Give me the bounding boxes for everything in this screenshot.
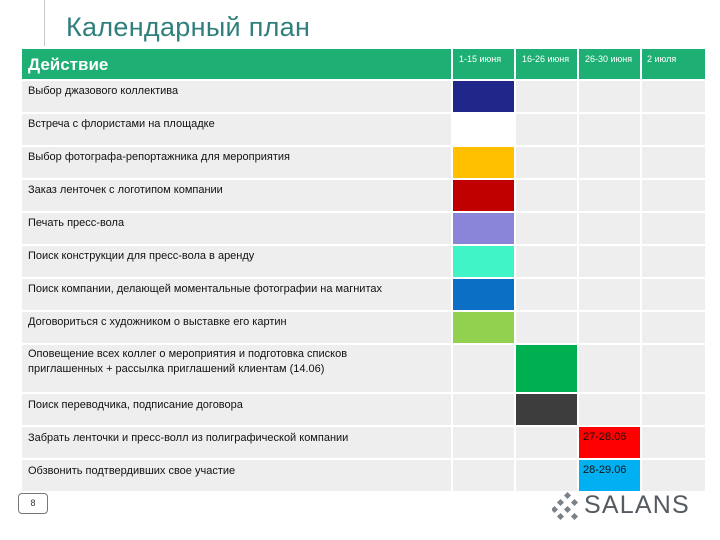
gantt-empty-cell <box>516 312 577 343</box>
gantt-empty-cell <box>579 147 640 178</box>
task-label: Договориться с художником о выставке его картин <box>28 316 287 328</box>
gantt-bar <box>453 312 514 343</box>
gantt-empty-cell <box>579 246 640 277</box>
task-label: Встреча с флористами на площадке <box>28 118 215 130</box>
gantt-empty-cell <box>516 114 577 145</box>
task-label: Выбор фотографа-репортажника для мероприятия <box>28 151 290 163</box>
gantt-empty-cell <box>642 394 705 425</box>
gantt-empty-cell <box>453 460 514 491</box>
gantt-empty-cell <box>516 147 577 178</box>
gantt-empty-cell <box>516 427 577 458</box>
task-label: Забрать ленточки и пресс-волл из полиграфической компании <box>28 432 349 444</box>
gantt-empty-cell <box>642 81 705 112</box>
header-col-1: 1-15 июня <box>459 54 502 64</box>
gantt-empty-cell <box>453 345 514 392</box>
gantt-empty-cell <box>516 81 577 112</box>
header-col-3: 26-30 июня <box>585 54 633 64</box>
gantt-bar <box>516 345 577 392</box>
task-label: Поиск переводчика, подписание договора <box>28 399 243 411</box>
gantt-empty-cell <box>516 279 577 310</box>
gantt-empty-cell <box>579 345 640 392</box>
gantt-bar <box>453 279 514 310</box>
gantt-empty-cell <box>579 180 640 211</box>
task-label-line1: Оповещение всех коллег о мероприятия и подготовка списков <box>28 348 348 360</box>
gantt-empty-cell <box>453 427 514 458</box>
task-label: Поиск компании, делающей моментальные фотографии на магнитах <box>28 283 382 295</box>
gantt-bar <box>453 147 514 178</box>
gantt-empty-cell <box>642 147 705 178</box>
gantt-empty-cell <box>642 427 705 458</box>
gantt-bar <box>453 213 514 244</box>
gantt-bar <box>453 246 514 277</box>
diamond-pattern-icon <box>552 492 578 520</box>
gantt-bar <box>453 180 514 211</box>
header-col-2: 16-26 июня <box>522 54 570 64</box>
gantt-bar <box>453 81 514 112</box>
header-action-label: Действие <box>28 55 109 74</box>
gantt-empty-cell <box>516 213 577 244</box>
gantt-empty-cell <box>642 460 705 491</box>
task-label: Печать пресс-вола <box>28 217 125 229</box>
gantt-bar <box>516 394 577 425</box>
gantt-empty-cell <box>642 114 705 145</box>
gantt-empty-cell <box>579 279 640 310</box>
task-label: Выбор джазового коллектива <box>28 85 179 97</box>
gantt-empty-cell <box>453 394 514 425</box>
gantt-empty-cell <box>516 180 577 211</box>
task-label: Заказ ленточек с логотипом компании <box>28 184 223 196</box>
gantt-empty-cell <box>579 213 640 244</box>
gantt-empty-cell <box>516 460 577 491</box>
page-number: 8 <box>18 493 48 514</box>
gantt-empty-cell <box>642 345 705 392</box>
gantt-empty-cell <box>642 279 705 310</box>
logo-text: SALANS <box>584 491 690 519</box>
task-label-line2: приглашенных + рассылка приглашений клиентам (14.06) <box>28 363 325 375</box>
gantt-empty-cell <box>642 246 705 277</box>
bar-date-label: 28-29.06 <box>583 464 627 476</box>
gantt-empty-cell <box>579 81 640 112</box>
gantt-empty-cell <box>642 180 705 211</box>
task-label: Поиск конструкции для пресс-вола в аренду <box>28 250 255 262</box>
gantt-bar <box>453 114 514 145</box>
gantt-empty-cell <box>579 394 640 425</box>
page-title: Календарный план <box>66 12 311 42</box>
gantt-empty-cell <box>642 312 705 343</box>
gantt-empty-cell <box>642 213 705 244</box>
gantt-empty-cell <box>579 312 640 343</box>
bar-date-label: 27-28.06 <box>583 431 627 443</box>
gantt-empty-cell <box>579 114 640 145</box>
header-col-4: 2 июля <box>647 54 677 64</box>
task-label: Обзвонить подтвердивших свое участие <box>28 465 236 477</box>
gantt-empty-cell <box>516 246 577 277</box>
